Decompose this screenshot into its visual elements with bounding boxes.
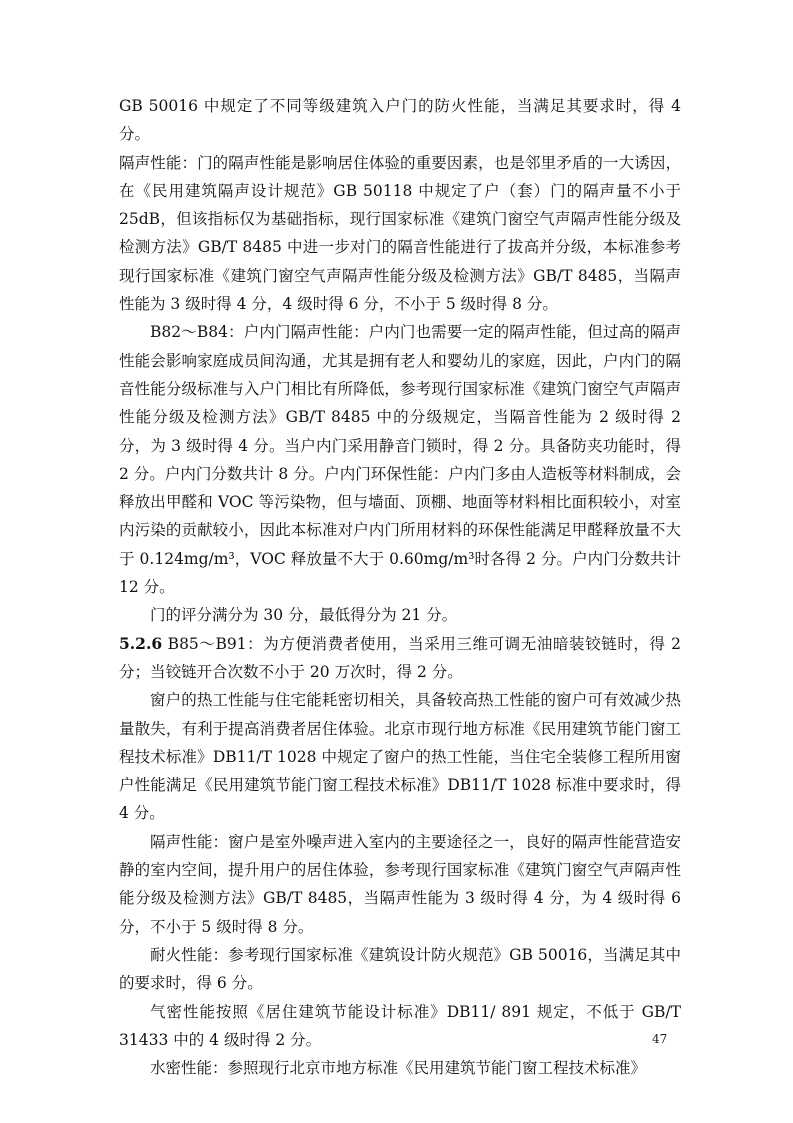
paragraph: GB 50016 中规定了不同等级建筑入户门的防火性能，当满足其要求时，得 4 分。: [119, 97, 681, 144]
paragraph: 气密性能按照《居住建筑节能设计标准》DB11/ 891 规定，不低于 GB/T 31433 中的 4 级时得 2 分。: [119, 1002, 681, 1049]
paragraph: 水密性能：参照现行北京市地方标准《民用建筑节能门窗工程技术标准》: [150, 1059, 647, 1078]
page-number: 47: [652, 1032, 668, 1046]
paragraph: B82～B84：户内门隔声性能：户内门也需要一定的隔声性能，但过高的隔声性能会影响家庭成员间沟通，尤其是拥有老人和婴幼儿的家庭，因此，户内门的隔音性能分级标准与入户门相比有所降低，参考现行国家标准《建筑门窗空气声隔声性能分级及检测方法》GB/T 8485 中的分级规定，当隔音性能为 2 级时得 2 分，为 3 级时得 4 分。当户内门采用静音门锁时，得 2 分。具备防夹功能时，得 2 分。户内门分数共计 8 分。户内门环保性能：户内门多由人造板等材料制成，会释放出甲醛和 VOC 等污染物，但与墙面、顶棚、地面等材料相比面积较小，对室内污染的贡献较小，因此本标准对户内门所用材料的环保性能满足甲醛释放量不大于 0.124mg/m³，VOC 释放量不大于 0.60mg/m³时各得 2 分。户内门分数共计 12 分。: [119, 323, 681, 597]
paragraph: 耐火性能：参考现行国家标准《建筑设计防火规范》GB 50016，当满足其中的要求时，得 6 分。: [119, 945, 681, 993]
paragraph: [119, 630, 681, 687]
paragraph: 隔声性能：门的隔声性能是影响居住体验的重要因素，也是邻里矛盾的一大诱因，在《民用建筑隔声设计规范》GB 50118 中规定了户（套）门的隔声量不小于 25dB，但该指标仅为基础指标，现行国家标准《建筑门窗空气声隔声性能分级及检测方法》GB/T 8485 中进一步对门的隔音性能进行了拔高并分级，本标准参考现行国家标准《建筑门窗空气声隔声性能分级及检测方法》GB/T 8485，当隔声性能为 3 级时得 4 分，4 级时得 6 分，不小于 5 级时得 8 分。: [119, 153, 681, 314]
paragraph: 窗户的热工性能与住宅能耗密切相关，具备较高热工性能的窗户可有效减少热量散失，有利于提高消费者居住体验。北京市现行地方标准《民用建筑节能门窗工程技术标准》DB11/T 1028 中规定了窗户的热工性能，当住宅全装修工程所用窗户性能满足《民用建筑节能门窗工程技术标准》DB11/T 1028 标准中要求时，得 4 分。: [119, 691, 681, 823]
paragraph-text: B85～B91：为方便消费者使用，当采用三维可调无油暗装铰链时，得 2 分；当铰链开合次数不小于 20 万次时，得 2 分。: [119, 634, 681, 681]
document-body: [119, 92, 681, 1082]
paragraph: 门的评分满分为 30 分，最低得分为 21 分。: [150, 606, 458, 625]
section-number: 5.2.6: [119, 633, 163, 653]
paragraph: 隔声性能：窗户是室外噪声进入室内的主要途径之一，良好的隔声性能营造安静的室内空间，提升用户的居住体验，参考现行国家标准《建筑门窗空气声隔声性能分级及检测方法》GB/T 8485，当隔声性能为 3 级时得 4 分，为 4 级时得 6 分，不小于 5 级时得 8 分。: [119, 832, 681, 936]
